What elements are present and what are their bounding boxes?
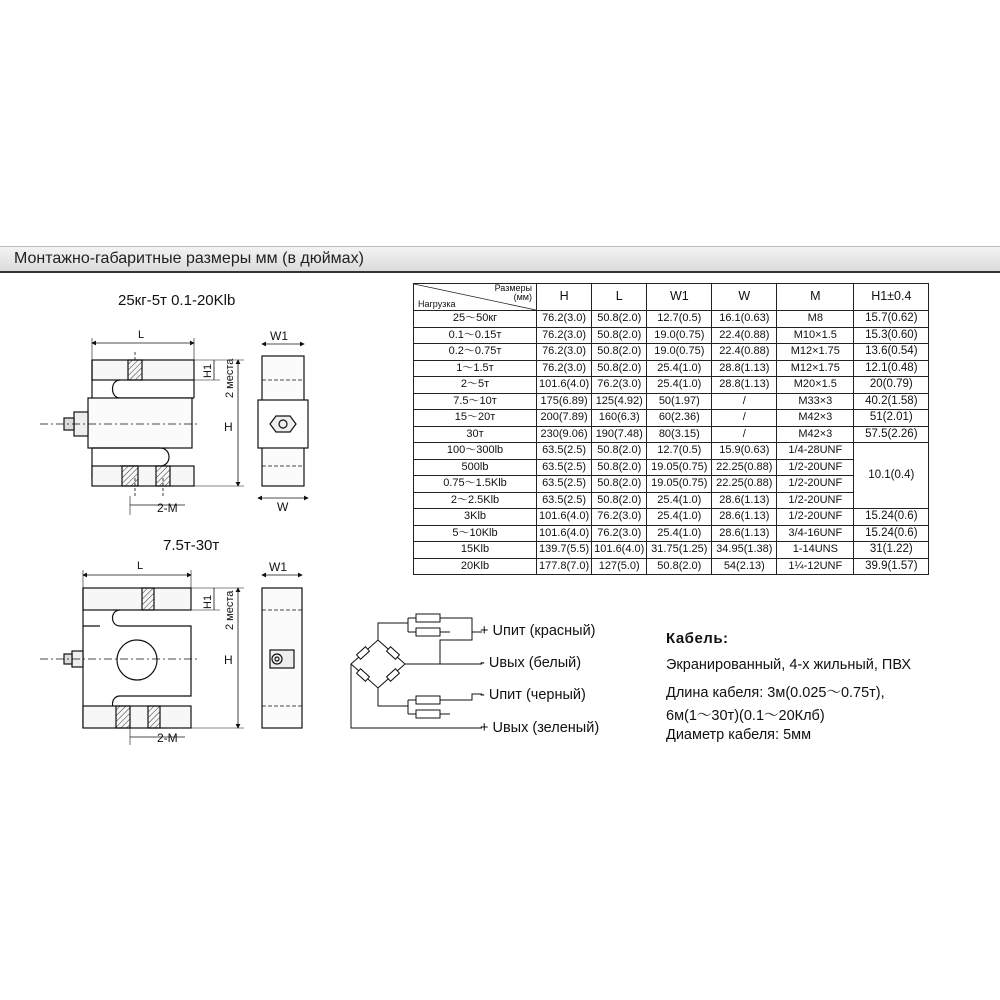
value-cell: 76.2(3.0) — [537, 311, 592, 328]
value-cell: 22.25(0.88) — [712, 476, 777, 493]
load-cell: 0.75～1.5Klb — [414, 476, 537, 493]
value-cell: 160(6.3) — [592, 410, 647, 427]
page-title: Монтажно-габаритные размеры мм (в дюймах) — [14, 250, 364, 267]
drawing1-places: 2 места — [224, 358, 236, 398]
value-cell: 15.3(0.60) — [854, 327, 929, 344]
value-cell: 31(1.22) — [854, 542, 929, 559]
value-cell: 1¼-12UNF — [777, 558, 854, 575]
value-cell: M8 — [777, 311, 854, 328]
value-cell: 19.05(0.75) — [647, 459, 712, 476]
table-row — [414, 311, 929, 328]
value-cell: 15.9(0.63) — [712, 443, 777, 460]
table-row — [414, 426, 929, 443]
bridge-diagram — [351, 614, 482, 728]
value-cell: 1-14UNS — [777, 542, 854, 559]
value-cell: 63.5(2.5) — [537, 492, 592, 509]
drawing2-side-view — [262, 575, 302, 728]
value-cell: 12.7(0.5) — [647, 443, 712, 460]
value-cell: 1/4-28UNF — [777, 443, 854, 460]
value-cell: 34.95(1.38) — [712, 542, 777, 559]
value-cell: 76.2(3.0) — [592, 509, 647, 526]
value-cell: 50.8(2.0) — [592, 492, 647, 509]
table-row — [414, 377, 929, 394]
load-cell: 500lb — [414, 459, 537, 476]
drawing1-dim-L: L — [138, 329, 145, 341]
value-cell: 54(2.13) — [712, 558, 777, 575]
load-cell: 30т — [414, 426, 537, 443]
table-row — [414, 542, 929, 559]
value-cell: 15.24(0.6) — [854, 509, 929, 526]
wire-output-negative: - Uвых (белый) — [480, 655, 582, 671]
value-cell: 60(2.36) — [647, 410, 712, 427]
wire-supply-positive: + Uпит (красный) — [480, 623, 596, 639]
value-cell: 200(7.89) — [537, 410, 592, 427]
table-row — [414, 344, 929, 361]
drawing1-dim-W1: W1 — [270, 329, 288, 343]
drawing1-dim-2M: 2-M — [157, 501, 178, 515]
drawing2-dim-H1: H1 — [202, 594, 214, 609]
drawing2-dim-L: L — [137, 560, 144, 572]
value-cell: 230(9.06) — [537, 426, 592, 443]
value-cell: 22.4(0.88) — [712, 327, 777, 344]
column-header: W1 — [647, 284, 712, 311]
value-cell: 20(0.79) — [854, 377, 929, 394]
table-row — [414, 459, 929, 476]
value-cell: / — [712, 410, 777, 427]
value-cell: / — [712, 426, 777, 443]
value-cell: 63.5(2.5) — [537, 443, 592, 460]
value-cell: 177.8(7.0) — [537, 558, 592, 575]
value-cell: 101.6(4.0) — [537, 525, 592, 542]
value-cell: 76.2(3.0) — [537, 327, 592, 344]
column-header: M — [777, 284, 854, 311]
value-cell: 175(6.89) — [537, 393, 592, 410]
column-header: H — [537, 284, 592, 311]
value-cell: 28.6(1.13) — [712, 492, 777, 509]
load-cell: 7.5～10т — [414, 393, 537, 410]
value-cell: 25.4(1.0) — [647, 377, 712, 394]
value-cell: 190(7.48) — [592, 426, 647, 443]
wire-supply-negative: - Uпит (черный) — [480, 687, 586, 703]
wire-output-positive: + Uвых (зеленый) — [480, 720, 600, 736]
value-cell: 50.8(2.0) — [592, 459, 647, 476]
table-row — [414, 476, 929, 493]
value-cell: 22.4(0.88) — [712, 344, 777, 361]
value-cell: 101.6(4.0) — [592, 542, 647, 559]
value-cell: 28.6(1.13) — [712, 525, 777, 542]
table-row — [414, 509, 929, 526]
drawing1-side-view — [258, 344, 308, 498]
value-cell: 16.1(0.63) — [712, 311, 777, 328]
table-header-row — [414, 284, 929, 311]
value-cell: 50.8(2.0) — [592, 311, 647, 328]
table-row — [414, 492, 929, 509]
value-cell: M42×3 — [777, 410, 854, 427]
value-cell: 25.4(1.0) — [647, 360, 712, 377]
dimensions-table — [413, 283, 929, 575]
load-cell: 0.2～0.75т — [414, 344, 537, 361]
cable-title: Кабель: — [666, 630, 729, 647]
cable-line: Длина кабеля: 3м(0.025～0.75т), — [666, 685, 885, 701]
column-header: H1±0.4 — [854, 284, 929, 311]
value-cell: 15.24(0.6) — [854, 525, 929, 542]
value-cell: 57.5(2.26) — [854, 426, 929, 443]
value-cell: 101.6(4.0) — [537, 377, 592, 394]
cable-line: Диаметр кабеля: 5мм — [666, 727, 812, 743]
drawing2-places: 2 места — [224, 590, 236, 630]
column-header: L — [592, 284, 647, 311]
value-cell: 25.4(1.0) — [647, 509, 712, 526]
value-cell: 39.9(1.57) — [854, 558, 929, 575]
drawing2-title: 7.5т-30т — [163, 537, 220, 554]
value-cell: 12.1(0.48) — [854, 360, 929, 377]
load-cell: 15Klb — [414, 542, 537, 559]
value-cell: 125(4.92) — [592, 393, 647, 410]
corner-dimensions-label: Размеры (мм) — [494, 283, 532, 302]
drawing2-dim-2M: 2-M — [157, 731, 178, 745]
value-cell: 25.4(1.0) — [647, 525, 712, 542]
drawing1-dim-W: W — [277, 500, 289, 514]
value-cell: 139.7(5.5) — [537, 542, 592, 559]
load-cell: 15～20т — [414, 410, 537, 427]
value-cell: 50.8(2.0) — [592, 360, 647, 377]
value-cell: M12×1.75 — [777, 344, 854, 361]
value-cell: 76.2(3.0) — [537, 344, 592, 361]
value-cell: 28.6(1.13) — [712, 509, 777, 526]
value-cell: 50.8(2.0) — [592, 476, 647, 493]
drawing2-dim-H: H — [224, 653, 233, 667]
load-cell: 5～10Klb — [414, 525, 537, 542]
value-cell: 1/2-20UNF — [777, 476, 854, 493]
table-body — [414, 311, 929, 575]
table-row — [414, 525, 929, 542]
corner-load-label: Нагрузка — [418, 299, 456, 309]
value-cell: 76.2(3.0) — [537, 360, 592, 377]
drawing2-dim-W1: W1 — [269, 560, 287, 574]
load-cell: 1～1.5т — [414, 360, 537, 377]
value-cell: 1/2-20UNF — [777, 459, 854, 476]
value-cell: 1/2-20UNF — [777, 509, 854, 526]
load-cell: 3Klb — [414, 509, 537, 526]
value-cell: M12×1.75 — [777, 360, 854, 377]
value-cell: 50.8(2.0) — [647, 558, 712, 575]
load-cell: 2～2.5Klb — [414, 492, 537, 509]
load-cell: 25～50кг — [414, 311, 537, 328]
value-cell: 10.1(0.4) — [854, 443, 929, 509]
table-row — [414, 393, 929, 410]
value-cell: 31.75(1.25) — [647, 542, 712, 559]
table-row — [414, 410, 929, 427]
table-row — [414, 327, 929, 344]
value-cell: 50.8(2.0) — [592, 443, 647, 460]
load-cell: 2～5т — [414, 377, 537, 394]
value-cell: / — [712, 393, 777, 410]
value-cell: M33×3 — [777, 393, 854, 410]
load-cell: 20Klb — [414, 558, 537, 575]
table-row — [414, 558, 929, 575]
value-cell: 76.2(3.0) — [592, 525, 647, 542]
value-cell: 19.0(0.75) — [647, 344, 712, 361]
table-row — [414, 360, 929, 377]
value-cell: 1/2-20UNF — [777, 492, 854, 509]
value-cell: 63.5(2.5) — [537, 459, 592, 476]
value-cell: 15.7(0.62) — [854, 311, 929, 328]
value-cell: 3/4-16UNF — [777, 525, 854, 542]
value-cell: 40.2(1.58) — [854, 393, 929, 410]
value-cell: 76.2(3.0) — [592, 377, 647, 394]
value-cell: 22.25(0.88) — [712, 459, 777, 476]
value-cell: M42×3 — [777, 426, 854, 443]
value-cell: 19.0(0.75) — [647, 327, 712, 344]
table-row — [414, 443, 929, 460]
column-header: W — [712, 284, 777, 311]
value-cell: 80(3.15) — [647, 426, 712, 443]
value-cell: 28.8(1.13) — [712, 360, 777, 377]
value-cell: 101.6(4.0) — [537, 509, 592, 526]
table-corner-cell — [414, 284, 537, 311]
drawing1-dim-H: H — [224, 420, 233, 434]
value-cell: 25.4(1.0) — [647, 492, 712, 509]
value-cell: 13.6(0.54) — [854, 344, 929, 361]
drawing1-title: 25кг-5т 0.1-20Klb — [118, 292, 236, 309]
value-cell: 50.8(2.0) — [592, 344, 647, 361]
value-cell: 127(5.0) — [592, 558, 647, 575]
value-cell: 51(2.01) — [854, 410, 929, 427]
load-cell: 0.1～0.15т — [414, 327, 537, 344]
cable-line: 6м(1～30т)(0.1～20Клб) — [666, 708, 825, 724]
value-cell: M10×1.5 — [777, 327, 854, 344]
value-cell: 19.05(0.75) — [647, 476, 712, 493]
drawing1-dim-H1: H1 — [202, 363, 214, 378]
load-cell: 100～300lb — [414, 443, 537, 460]
value-cell: 50(1.97) — [647, 393, 712, 410]
value-cell: 50.8(2.0) — [592, 327, 647, 344]
value-cell: 12.7(0.5) — [647, 311, 712, 328]
value-cell: M20×1.5 — [777, 377, 854, 394]
cable-line: Экранированный, 4-х жильный, ПВХ — [666, 657, 912, 673]
value-cell: 28.8(1.13) — [712, 377, 777, 394]
value-cell: 63.5(2.5) — [537, 476, 592, 493]
